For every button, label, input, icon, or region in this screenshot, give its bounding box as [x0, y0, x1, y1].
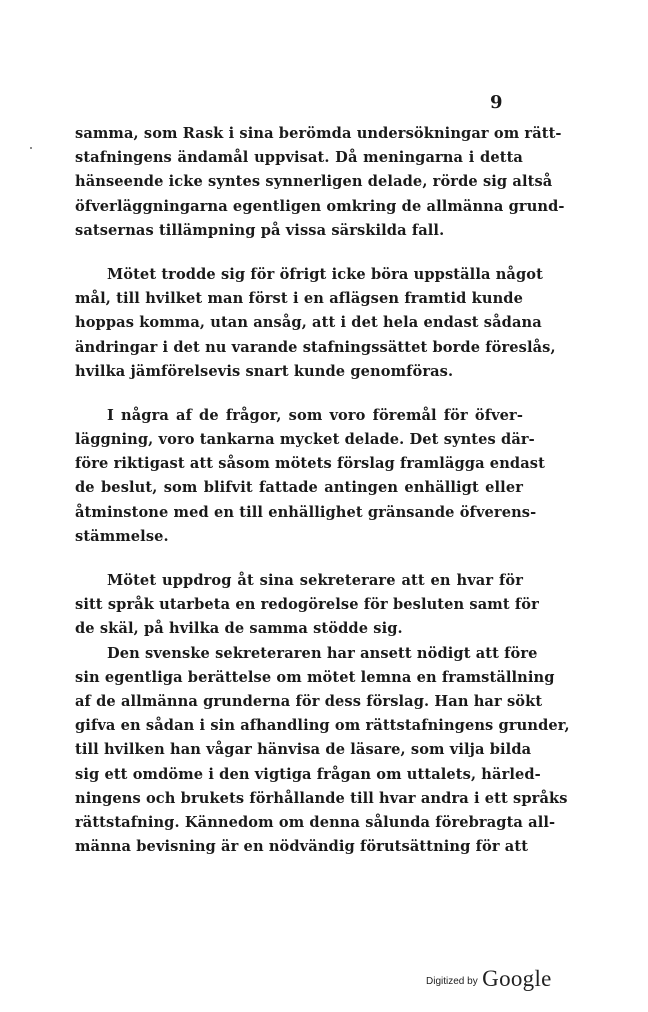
digitized-watermark	[426, 966, 552, 992]
text-line: ningens och brukets förhållande till hvar andra i ett språks	[75, 789, 568, 807]
text-line: hoppas komma, utan ansåg, att i det hela endast sådana	[75, 314, 542, 332]
text-line: gifva en sådan i sin afhandling om rättstafningens grunder,	[75, 717, 570, 735]
text-line: hvilka jämförelsevis snart kunde genomföras.	[75, 362, 454, 380]
text-line: mål, till hvilket man först i en aflägsen framtid kunde	[75, 290, 523, 308]
text-line: sig ett omdöme i den vigtiga frågan om uttalets, härled-	[75, 765, 541, 783]
text-line: de skäl, på hvilka de samma stödde sig.	[75, 620, 403, 638]
text-line: satsernas tillämpning på vissa särskilda fall.	[75, 221, 445, 239]
text-line: stämmelse.	[75, 527, 169, 545]
text-line: Den svenske sekreteraren har ansett nödigt att före	[107, 644, 538, 662]
paragraph-gap	[75, 243, 523, 263]
page-number: 9	[490, 92, 503, 113]
text-line: sin egentliga berättelse om mötet lemna en framställning	[75, 668, 555, 686]
body-text	[75, 122, 570, 859]
text-line: stafningens ändamål uppvisat. Då meningarna i detta	[75, 149, 523, 167]
text-line: Mötet uppdrog åt sina sekreterare att en hvar för	[107, 572, 523, 589]
paragraph	[75, 569, 539, 642]
text-line: före riktigast att såsom mötets förslag framlägga endast	[75, 455, 545, 473]
text-line: I några af de frågor, som voro föremål för öfver-	[107, 406, 523, 424]
text-line: samma, som Rask i sina berömda undersökningar om rätt-	[75, 125, 562, 142]
text-line: Mötet trodde sig för öfrigt icke böra uppställa något	[107, 265, 543, 283]
text-line: männa bevisning är en nödvändig förutsättning för att	[75, 838, 529, 856]
scan-speck	[30, 147, 32, 149]
text-line: de beslut, som blifvit fattade antingen enhälligt eller	[75, 479, 523, 497]
text-line: sitt språk utarbeta en redogörelse för besluten samt för	[75, 596, 539, 614]
google-logo-text: Google	[482, 966, 552, 991]
paragraph-gap	[75, 549, 523, 569]
text-line: hänseende icke syntes synnerligen delade, rörde sig altså	[75, 173, 553, 191]
text-line: rättstafning. Kännedom om denna sålunda förebragta all-	[75, 813, 556, 831]
paragraph	[75, 404, 545, 549]
paragraph	[75, 642, 570, 860]
text-line: öfverläggningarna egentligen omkring de allmänna grund-	[75, 197, 565, 215]
paragraph	[75, 122, 565, 243]
digitized-by-label: Digitized by	[426, 976, 478, 987]
text-line: till hvilken han vågar hänvisa de läsare, som vilja bilda	[75, 741, 532, 759]
paragraph-gap	[75, 384, 523, 404]
text-line: åtminstone med en till enhällighet gränsande öfverens-	[75, 503, 537, 521]
text-line: ändringar i det nu varande stafningssättet borde föreslås,	[75, 338, 556, 356]
text-line: läggning, voro tankarna mycket delade. Det syntes där-	[75, 431, 535, 449]
paragraph	[75, 263, 556, 384]
text-line: af de allmänna grunderna för dess förslag. Han har sökt	[75, 692, 543, 710]
